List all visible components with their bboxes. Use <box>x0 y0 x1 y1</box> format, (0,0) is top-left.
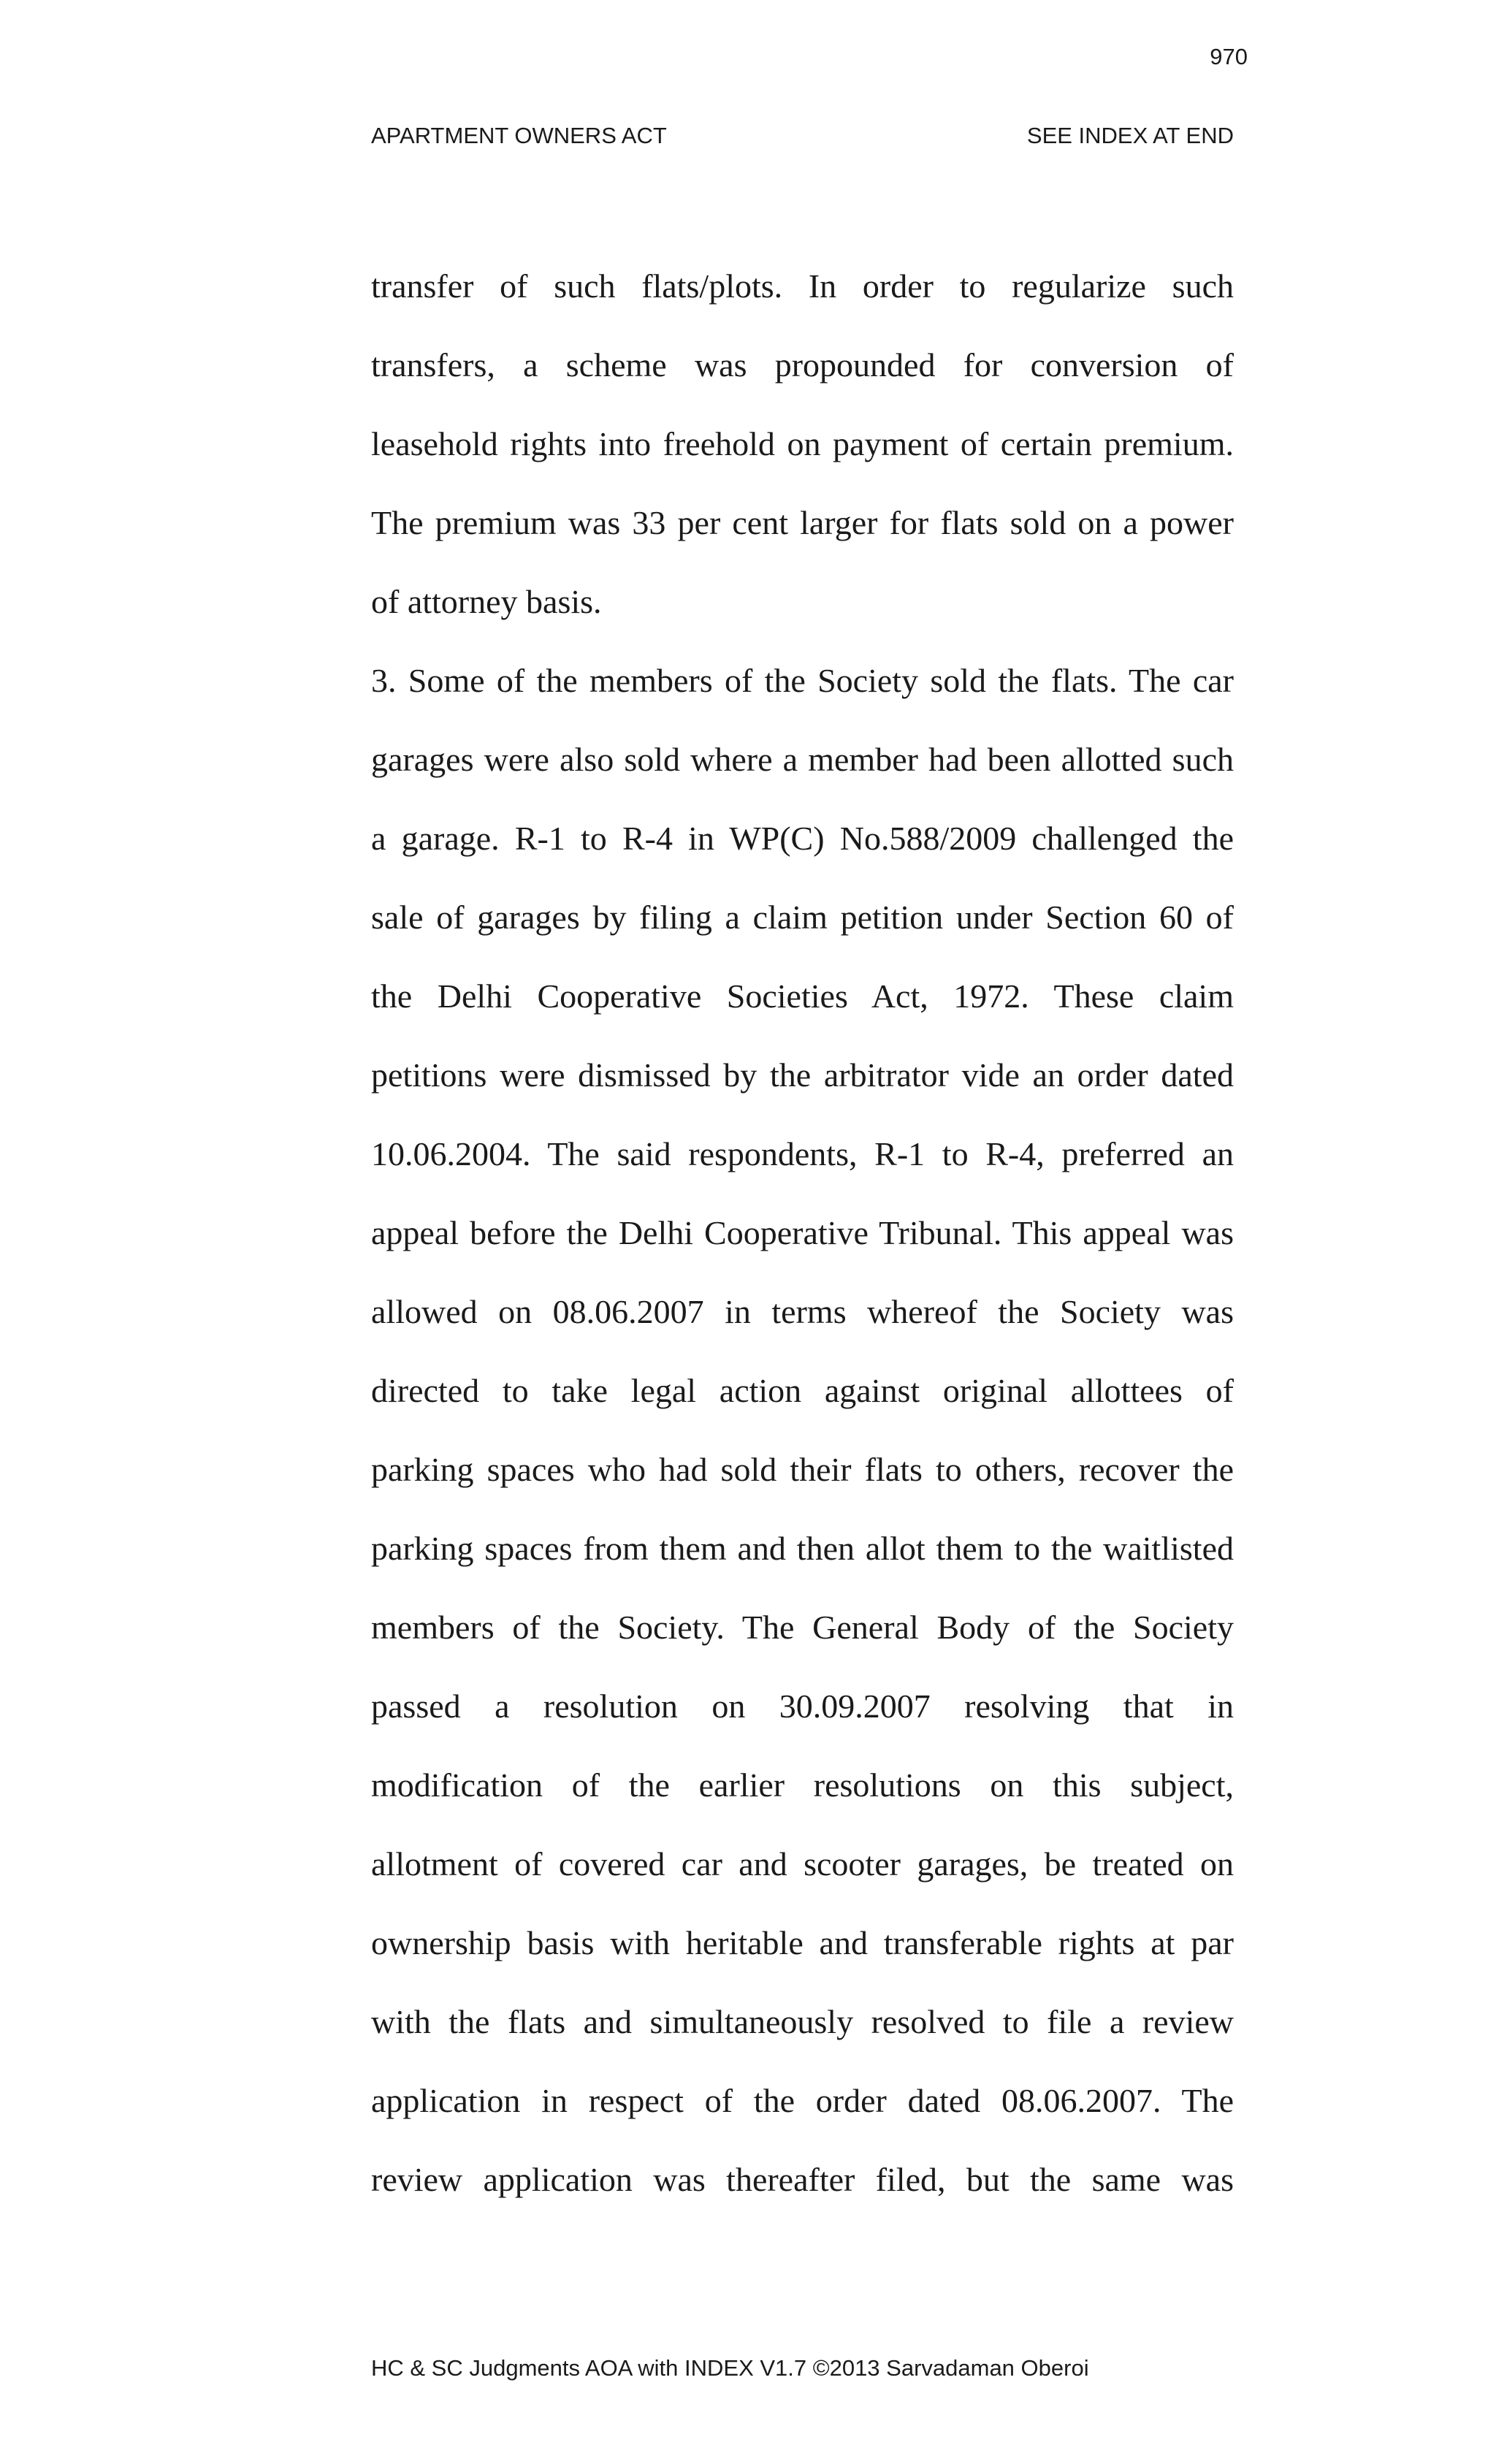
text-line: passed a resolution on 30.09.2007 resolving that in <box>371 1687 1234 1725</box>
text-line: members of the Society. The General Body of the Society <box>371 1609 1234 1646</box>
text-line: 10.06.2004. The said respondents, R-1 to R-4, preferred an <box>371 1135 1234 1172</box>
text-line: leasehold rights into freehold on payment of certain premium. <box>371 425 1234 462</box>
text-line: parking spaces who had sold their flats to others, recover the <box>371 1451 1234 1488</box>
text-line: with the flats and simultaneously resolved to file a review <box>371 2003 1234 2040</box>
header-index-note: SEE INDEX AT END <box>1026 123 1234 148</box>
text-line: review application was thereafter filed, but the same was <box>371 2161 1234 2198</box>
running-header <box>371 121 1234 150</box>
text-line: petitions were dismissed by the arbitrator vide an order dated <box>371 1056 1234 1094</box>
text-line: a garage. R-1 to R-4 in WP(C) No.588/2009 challenged the <box>371 820 1234 857</box>
text-line: 3. Some of the members of the Society sold the flats. The car <box>371 662 1234 699</box>
text-line: transfers, a scheme was propounded for conversion of <box>371 346 1234 384</box>
text-line: application in respect of the order dated 08.06.2007. The <box>371 2082 1234 2119</box>
text-line: transfer of such flats/plots. In order to regularize such <box>371 267 1234 305</box>
text-line: appeal before the Delhi Cooperative Tribunal. This appeal was <box>371 1214 1234 1251</box>
text-line: sale of garages by filing a claim petition under Section 60 of <box>371 899 1234 936</box>
header-title: APARTMENT OWNERS ACT <box>371 123 667 148</box>
text-line: ownership basis with heritable and transferable rights at par <box>371 1924 1234 1961</box>
text-line: garages were also sold where a member had been allotted such <box>371 741 1234 778</box>
text-line: The premium was 33 per cent larger for flats sold on a power <box>371 504 1234 541</box>
text-line: of attorney basis. <box>371 583 602 620</box>
page-number: 970 <box>1210 44 1248 69</box>
text-line: modification of the earlier resolutions on this subject, <box>371 1766 1234 1804</box>
text-line: allotment of covered car and scooter garages, be treated on <box>371 1845 1234 1883</box>
text-line: parking spaces from them and then allot them to the waitlisted <box>371 1530 1234 1567</box>
text-line: directed to take legal action against original allottees of <box>371 1372 1234 1409</box>
text-line: allowed on 08.06.2007 in terms whereof the Society was <box>371 1293 1234 1330</box>
text-line: the Delhi Cooperative Societies Act, 1972. These claim <box>371 977 1234 1015</box>
judgment-text <box>371 247 1234 2219</box>
page-footer: HC & SC Judgments AOA with INDEX V1.7 ©2013 Sarvadaman Oberoi <box>371 2355 1089 2381</box>
